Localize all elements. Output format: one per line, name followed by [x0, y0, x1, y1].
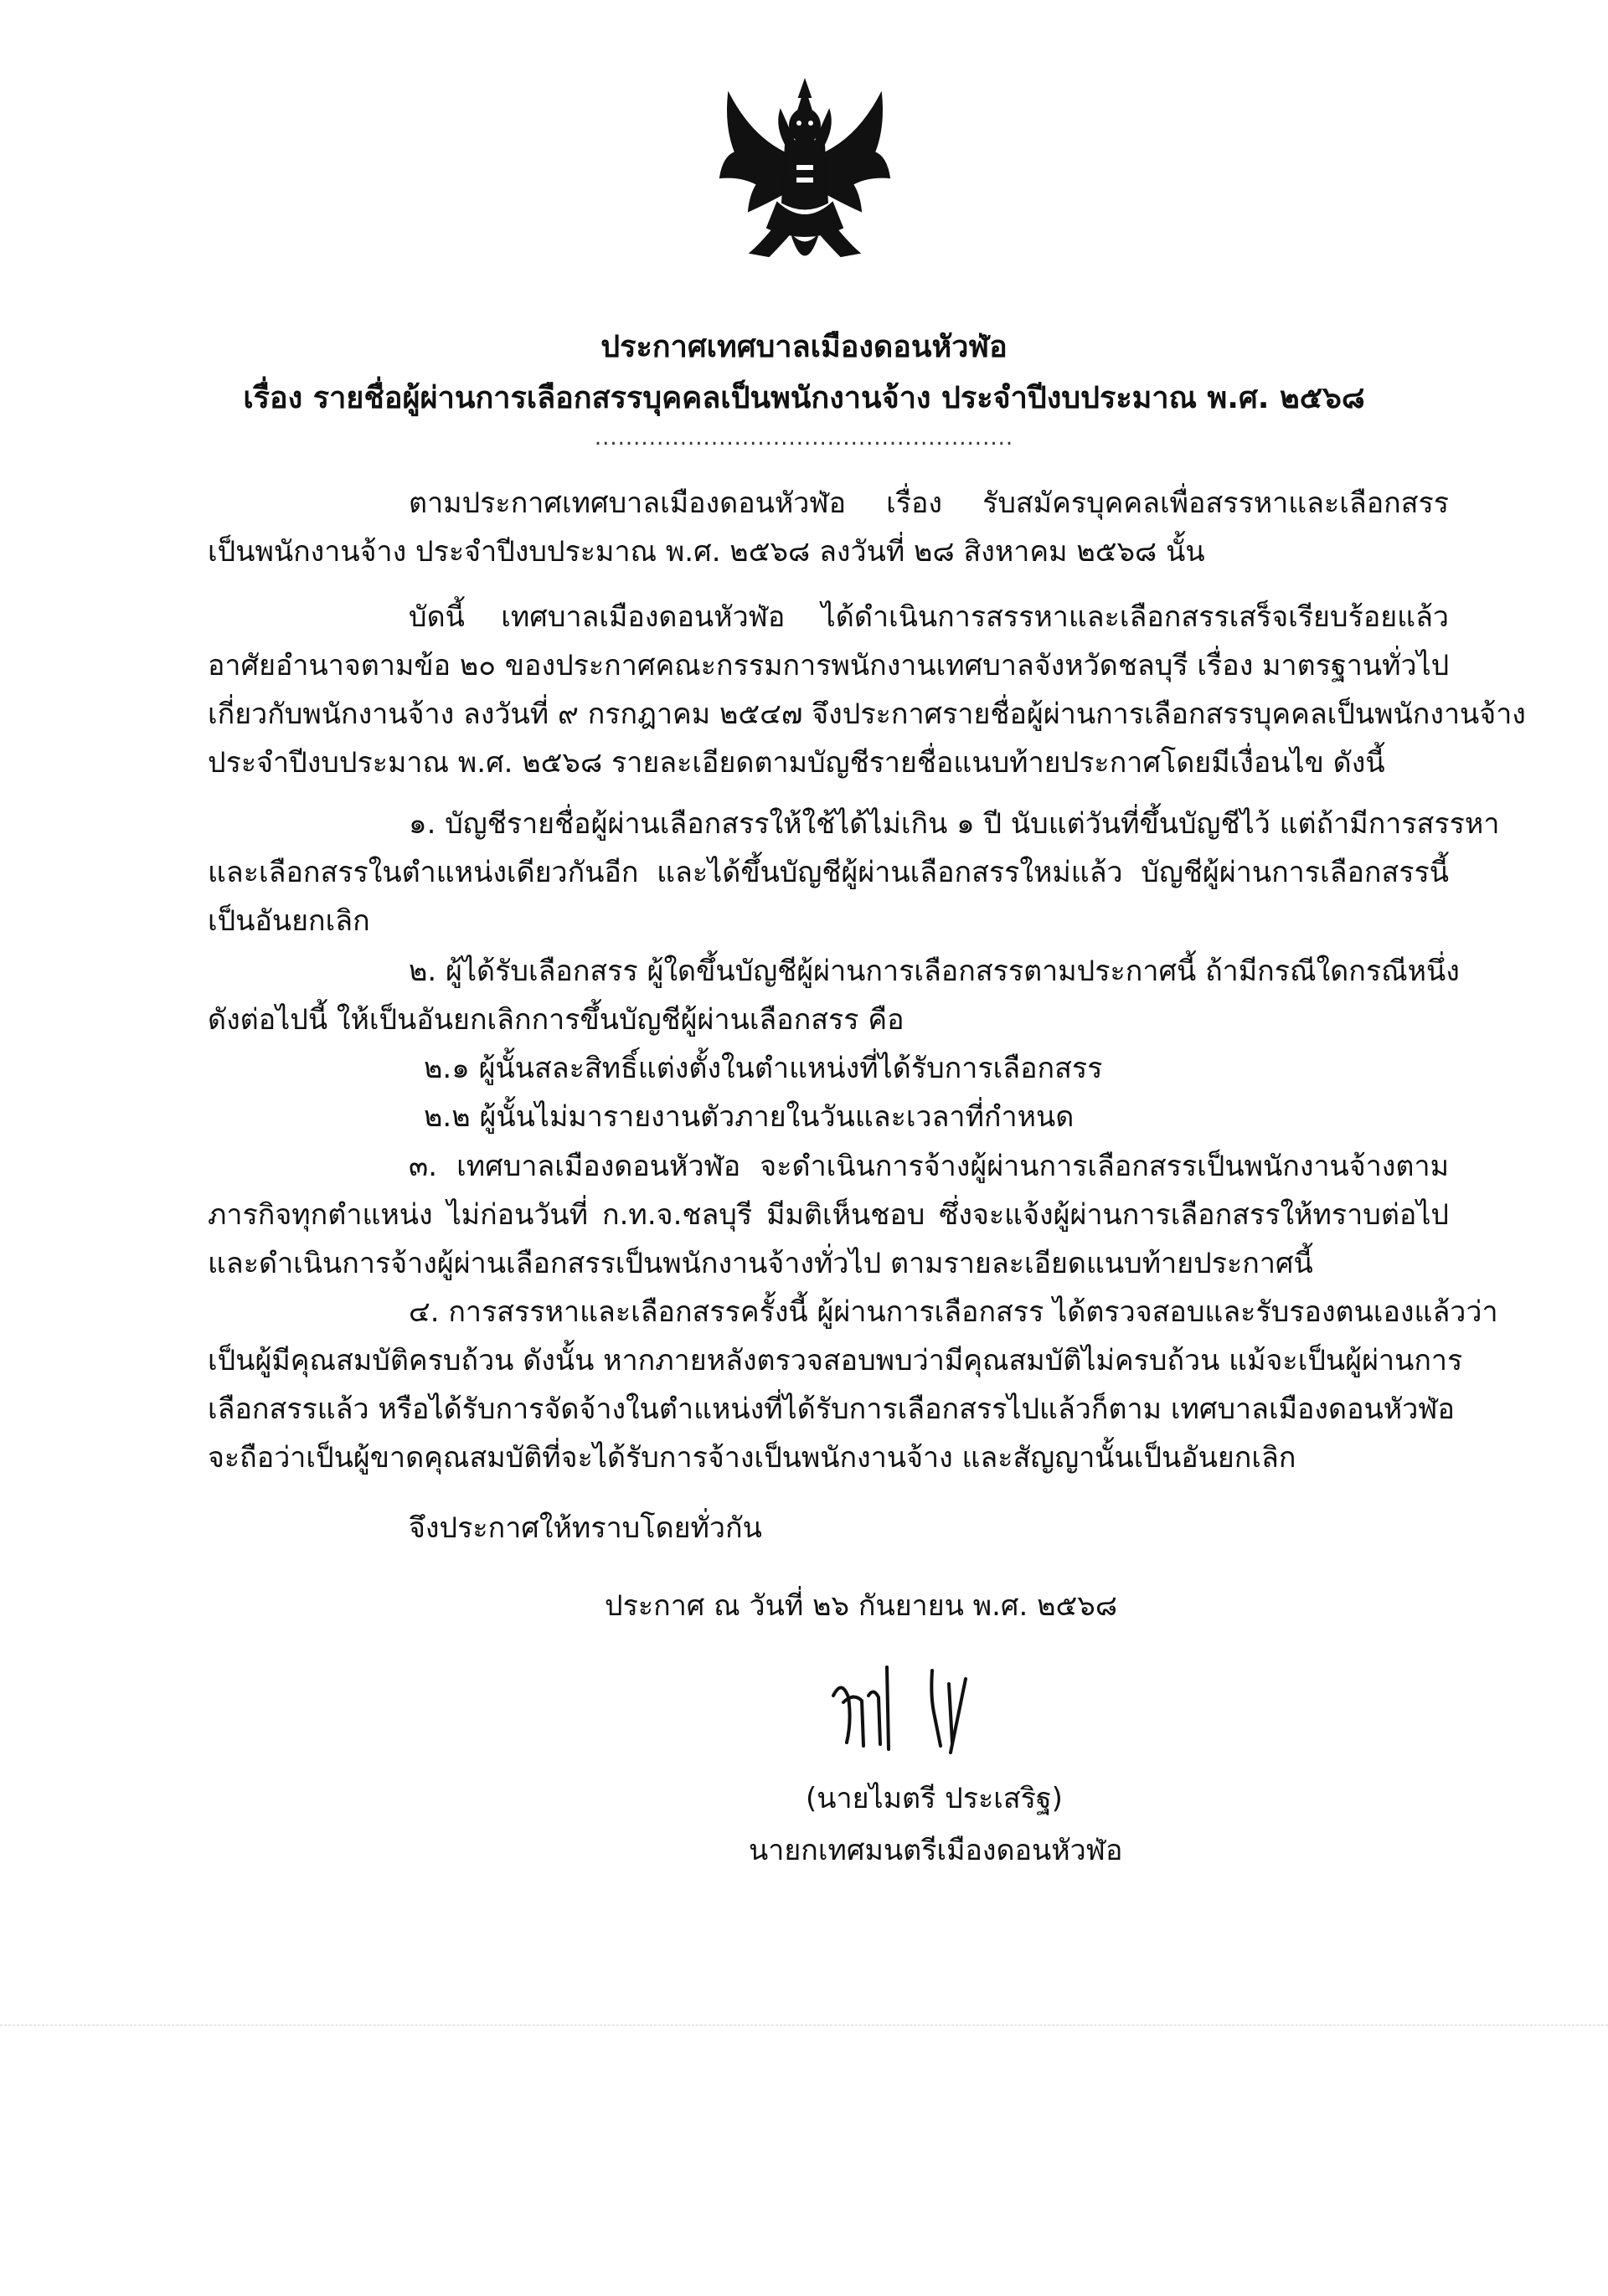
closing-line: จึงประกาศให้ทราบโดยทั่วกัน — [409, 1511, 762, 1545]
garuda-emblem-icon — [717, 77, 893, 274]
condition-item-3 — [208, 1142, 1449, 1288]
separator-dots: ...................................................... — [594, 425, 1014, 450]
text-line: ดังต่อไปนี้ ให้เป็นอันยกเลิกการขึ้นบัญชีผู้ผ่านเลือกสรร คือ — [208, 1003, 904, 1037]
text-line: ๒.๒ ผู้นั้นไม่มารายงานตัวภายในวันและเวลาที่กำหนด — [424, 1100, 1075, 1134]
condition-item-4 — [208, 1288, 1498, 1482]
text-line: ๒. ผู้ได้รับเลือกสรร ผู้ใดขึ้นบัญชีผู้ผ่านการเลือกสรรตามประกาศนี้ ถ้ามีกรณีใดกรณีหนึ่ง — [409, 955, 1460, 988]
text-line: อาศัยอำนาจตามข้อ ๒๐ ของประกาศคณะกรรมการพนักงานเทศบาลจังหวัดชลบุรี เรื่อง มาตรฐานทั่วไป — [208, 649, 1450, 682]
text-line: ๔. การสรรหาและเลือกสรรครั้งนี้ ผู้ผ่านการเลือกสรร ได้ตรวจสอบและรับรองตนเองแล้วว่า — [409, 1295, 1498, 1329]
text-line: ภารกิจทุกตำแหน่ง ไม่ก่อนวันที่ ก.ท.จ.ชลบุรี มีมติเห็นชอบ ซึ่งจะแจ้งผู้ผ่านการเลือกสรรให้ทราบต่อไป — [208, 1198, 1449, 1232]
text-line: ๑. บัญชีรายชื่อผู้ผ่านเลือกสรรให้ใช้ได้ไม่เกิน ๑ ปี นับแต่วันที่ขึ้นบัญชีไว้ แต่ถ้ามีการสรรหา — [409, 807, 1500, 841]
text-line: เลือกสรรแล้ว หรือได้รับการจัดจ้างในตำแหน่งที่ได้รับการเลือกสรรไปแล้วก็ตาม เทศบาลเมืองดอนหัวฬ่อ — [208, 1393, 1455, 1426]
text-line: บัดนี้ เทศบาลเมืองดอนหัวฬ่อ ได้ดำเนินการสรรหาและเลือกสรรเสร็จเรียบร้อยแล้ว — [409, 600, 1449, 634]
text-line: เป็นผู้มีคุณสมบัติครบถ้วน ดังนั้น หากภายหลังตรวจสอบพบว่ามีคุณสมบัติไม่ครบถ้วน แม้จะเป็นผู้ผ่านการ — [208, 1344, 1463, 1377]
announcement-date: ประกาศ ณ วันที่ ๒๖ กันยายน พ.ศ. ๒๕๖๘ — [605, 1589, 1118, 1623]
text-line: จะถือว่าเป็นผู้ขาดคุณสมบัติที่จะได้รับการจ้างเป็นพนักงานจ้าง และสัญญานั้นเป็นอันยกเลิก — [208, 1441, 1296, 1475]
text-line: เป็นพนักงานจ้าง ประจำปีงบประมาณ พ.ศ. ๒๕๖๘ ลงวันที่ ๒๘ สิงหาคม ๒๕๖๘ นั้น — [208, 535, 1205, 569]
text-line: และเลือกสรรในตำแหน่งเดียวกันอีก และได้ขึ้นบัญชีผู้ผ่านเลือกสรรใหม่แล้ว บัญชีผู้ผ่านการเลือกสรรนี้ — [208, 856, 1449, 889]
text-line: ตามประกาศเทศบาลเมืองดอนหัวฬ่อ เรื่อง รับสมัครบุคคลเพื่อสรรหาและเลือกสรร — [409, 486, 1449, 520]
signer-title: นายกเทศมนตรีเมืองดอนหัวฬ่อ — [749, 1834, 1123, 1867]
text-line: และดำเนินการจ้างผู้ผ่านเลือกสรรเป็นพนักงานจ้างทั่วไป ตามรายละเอียดแนบท้ายประกาศนี้ — [208, 1247, 1313, 1280]
paragraph-1 — [208, 479, 1449, 576]
announcement-subject: เรื่อง รายชื่อผู้ผ่านการเลือกสรรบุคคลเป็นพนักงานจ้าง ประจำปีงบประมาณ พ.ศ. ๒๕๖๘ — [243, 381, 1365, 415]
text-line: ๓. เทศบาลเมืองดอนหัวฬ่อ จะดำเนินการจ้างผู้ผ่านการเลือกสรรเป็นพนักงานจ้างตาม — [409, 1150, 1449, 1183]
condition-item-2 — [208, 947, 1460, 1141]
signer-name: (นายไมตรี ประเสริฐ) — [806, 1782, 1063, 1815]
paragraph-2 — [208, 593, 1526, 787]
page-divider — [0, 2025, 1608, 2026]
text-line: เป็นอันยกเลิก — [208, 904, 370, 938]
announcement-title: ประกาศเทศบาลเมืองดอนหัวฬ่อ — [600, 330, 1008, 364]
text-line: เกี่ยวกับพนักงานจ้าง ลงวันที่ ๙ กรกฎาคม ๒๕๔๗ จึงประกาศรายชื่อผู้ผ่านการเลือกสรรบุคคลเป็นพนักงานจ้าง — [208, 698, 1526, 731]
text-line: ประจำปีงบประมาณ พ.ศ. ๒๕๖๘ รายละเอียดตามบัญชีรายชื่อแนบท้ายประกาศโดยมีเงื่อนไข ดังนี้ — [208, 746, 1385, 780]
condition-item-1 — [208, 800, 1500, 945]
text-line: ๒.๑ ผู้นั้นสละสิทธิ์แต่งตั้งในตำแหน่งที่ได้รับการเลือกสรร — [424, 1052, 1103, 1085]
signature-icon — [825, 1662, 1018, 1763]
